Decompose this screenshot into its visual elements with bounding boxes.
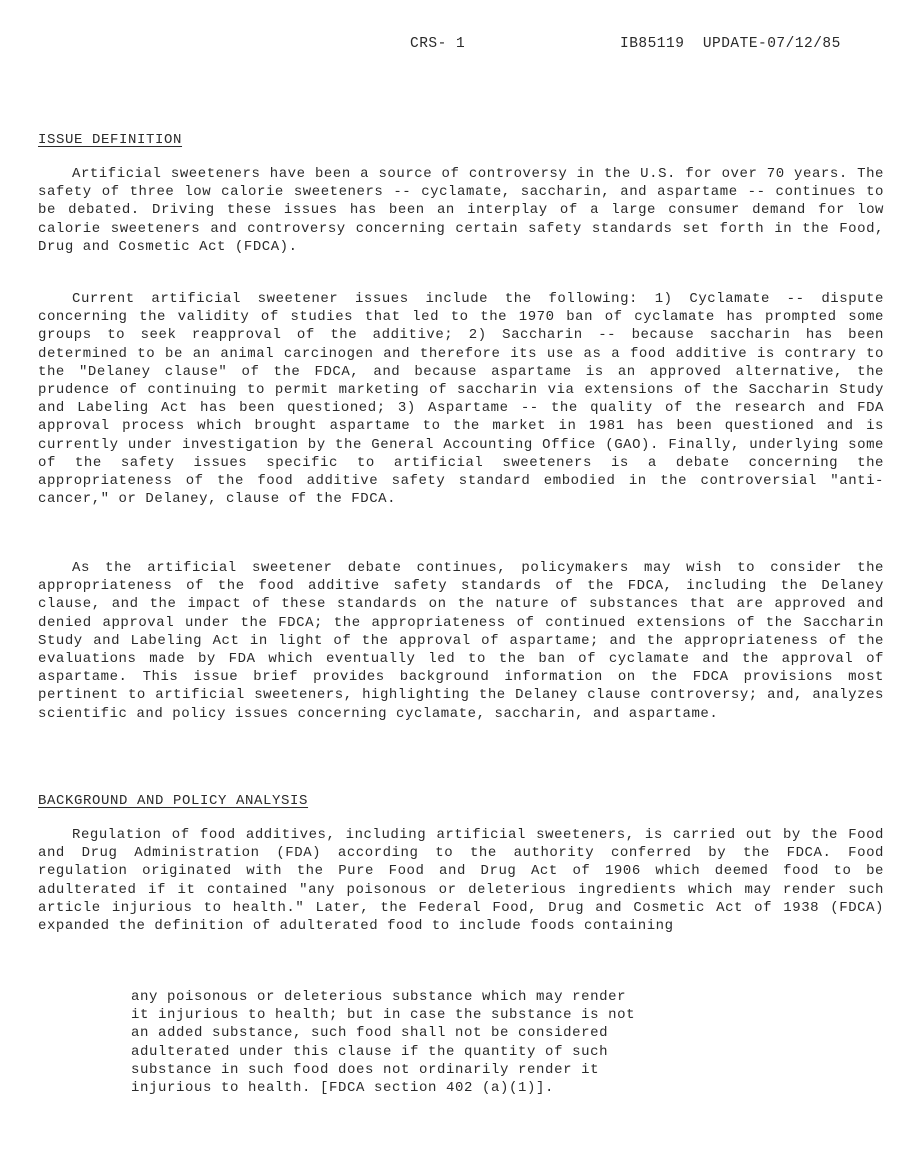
page-number: CRS- 1	[410, 36, 466, 52]
issue-paragraph-2: Current artificial sweetener issues include the following: 1) Cyclamate -- dispute concerning the validity of studies that led to the 1970 ban of cyclamate has prompted some groups to seek reapproval of the additive; 2) Saccharin -- because saccharin has been determined to be an animal carcinogen and therefore its use as a food additive is contrary to the "Delaney clause" of the FDCA, and because aspartame is an approved alternative, the prudence of continuing to permit marketing of saccharin via extensions of the Saccharin Study and Labeling Act has been questioned; 3) Aspartame -- the quality of the research and FDA approval process which brought aspartame to the market in 1981 has been questioned and is currently under investigation by the General Accounting Office (GAO). Finally, underlying some of the safety issues specific to artificial sweeteners is a debate concerning the appropriateness of the food additive safety standard embodied in the controversial "anti-cancer," or Delaney, clause of the FDCA.	[38, 291, 884, 508]
issue-definition-heading: ISSUE DEFINITION	[38, 132, 183, 148]
issue-paragraph-1: Artificial sweeteners have been a source of controversy in the U.S. for over 70 years. The safety of three low calorie sweeteners -- cyclamate, saccharin, and aspartame -- continues to be debated. Driving these issues has been an interplay of a large consumer demand for low calorie sweeteners and controversy concerning certain safety standards set forth in the Food, Drug and Cosmetic Act (FDCA).	[38, 166, 884, 255]
background-paragraph-1: Regulation of food additives, including artificial sweeteners, is carried out by the Food and Drug Administration (FDA) according to the authority conferred by the FDCA. Food regulation originated with the Pure Food and Drug Act of 1906 which deemed food to be adulterated if it contained "any poisonous or deleterious ingredients which may render such article injurious to health." Later, the Federal Food, Drug and Cosmetic Act of 1938 (FDCA) expanded the definition of adulterated food to include foods containing	[38, 827, 884, 935]
issue-paragraph-3: As the artificial sweetener debate continues, policymakers may wish to consider the appropriateness of the food additive safety standards of the FDCA, including the Delaney clause, and the impact of these standards on the nature of substances that are approved and denied approval under the FDCA; the appropriateness of continued extensions of the Saccharin Study and Labeling Act in light of the approval of aspartame; and the appropriateness of the evaluations made by FDA which eventually led to the ban of cyclamate and the approval of aspartame. This issue brief provides background information on the FDCA provisions most pertinent to artificial sweeteners, highlighting the Delaney clause controversy; and, analyzes scientific and policy issues concerning cyclamate, saccharin, and aspartame.	[38, 560, 884, 722]
fdca-quotation: any poisonous or deleterious substance which may render it injurious to health; but in case the substance is not an added substance, such food shall not be considered adulterated under this clause if the quantity of such substance in such food does not ordinarily render it injurious to health. [FDCA section 402 (a)(1)].	[131, 989, 636, 1097]
document-id: IB85119 UPDATE-07/12/85	[620, 36, 841, 52]
background-heading: BACKGROUND AND POLICY ANALYSIS	[38, 793, 309, 809]
